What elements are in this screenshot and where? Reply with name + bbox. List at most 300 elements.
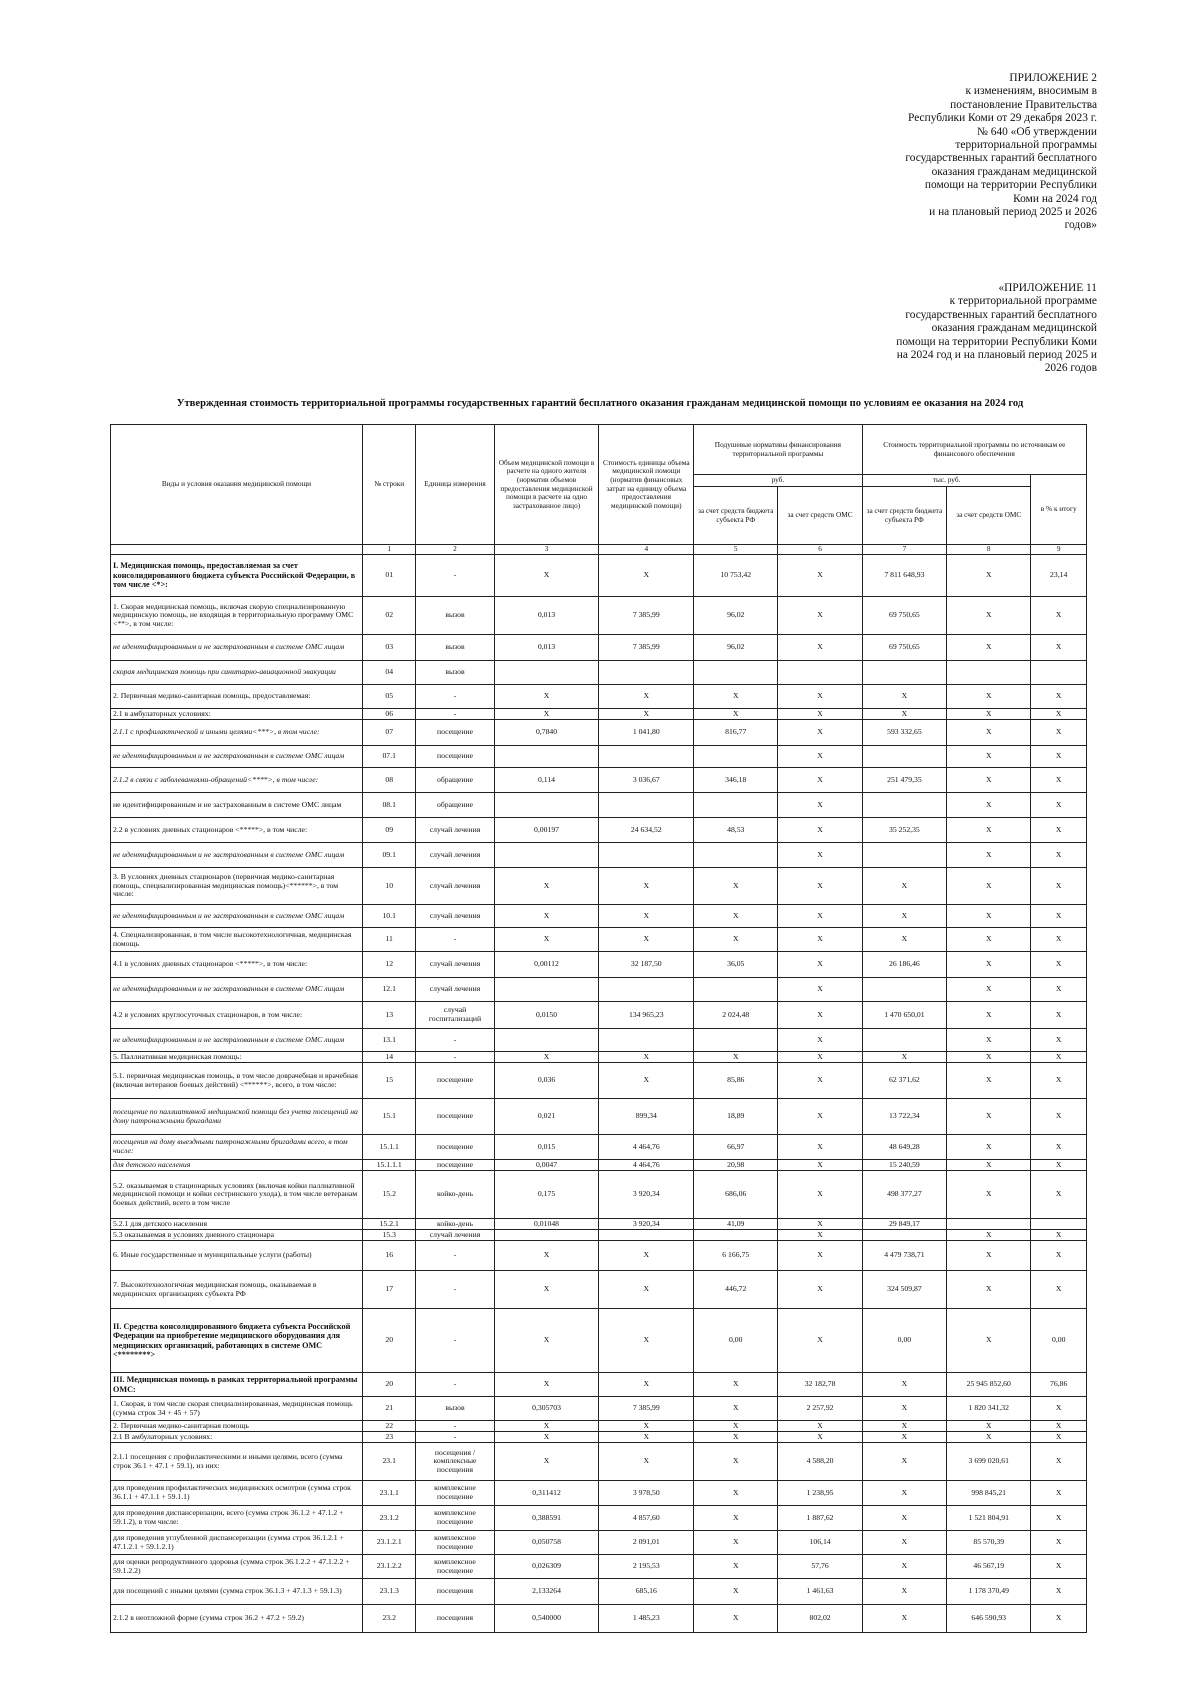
table-cell: X [947,1271,1031,1309]
table-cell [599,843,694,868]
table-cell: X [494,1309,599,1373]
col-header-budget-rub: за счет средств бюджета субъекта РФ [694,487,778,545]
table-row [111,661,1087,685]
table-cell: X [778,1052,862,1063]
table-cell: X [599,905,694,928]
table-row [111,905,1087,928]
row-name-cell: для проведения углубленной диспансеризации (сумма строк 36.1.2.1 + 47.1.2.1 + 59.1.2.1) [111,1531,363,1555]
table-cell [494,1230,599,1241]
table-row [111,1135,1087,1160]
column-number: 3 [494,545,599,555]
col-header-oms-rub: за счет средств ОМС [778,487,862,545]
table-cell: обращение [416,768,494,793]
table-row [111,978,1087,1002]
table-cell: X [947,597,1031,635]
table-cell: X [694,1432,778,1443]
table-cell: X [947,1309,1031,1373]
table-cell: X [778,868,862,905]
table-cell: X [494,555,599,597]
table-cell: 899,34 [599,1099,694,1135]
table-cell: X [1031,746,1087,768]
table-cell [862,1230,946,1241]
table-cell [778,661,862,685]
table-cell: 2 257,92 [778,1397,862,1421]
table-cell: X [1031,1099,1087,1135]
table-cell: 04 [362,661,415,685]
table-cell: X [862,905,946,928]
table-cell: X [778,555,862,597]
table-cell: 324 509,87 [862,1271,946,1309]
table-cell: 23.1.3 [362,1579,415,1605]
table-row [111,1271,1087,1309]
column-number: 5 [694,545,778,555]
table-cell: 0,01048 [494,1219,599,1230]
table-cell: X [947,709,1031,720]
row-name-cell: III. Медицинская помощь в рамках территориальной программы ОМС: [111,1373,363,1397]
table-cell [862,793,946,818]
table-cell: X [694,1605,778,1633]
table-cell: X [1031,1605,1087,1633]
header-line: помощи на территории Республики Коми [896,335,1097,348]
table-row [111,1605,1087,1633]
table-row [111,1052,1087,1063]
col-header-rub: руб. [694,475,863,487]
table-cell: X [778,1241,862,1271]
table-cell: 346,18 [694,768,778,793]
table-cell: 2 091,01 [599,1531,694,1555]
table-cell: - [416,1052,494,1063]
row-name-cell: 2.1.1 с профилактической и иными целями<***>, в том числе: [111,720,363,746]
table-cell: 96,02 [694,635,778,661]
row-name-cell: 3. В условиях дневных стационаров (первичная медико-санитарная помощь, специализированная медицинская помощь)<******>, в том числе: [111,868,363,905]
table-cell: 1 887,62 [778,1506,862,1531]
table-cell: 7 811 648,93 [862,555,946,597]
table-cell: 29 849,17 [862,1219,946,1230]
table-cell: 23,14 [1031,555,1087,597]
table-row [111,843,1087,868]
table-cell: 0,036 [494,1063,599,1099]
table-cell: 0,00197 [494,818,599,843]
table-row [111,1171,1087,1219]
table-cell: X [694,1555,778,1579]
table-cell: X [862,1373,946,1397]
table-cell: X [494,1241,599,1271]
table-cell: - [416,1421,494,1432]
row-name-cell: 2.1 в амбулаторных условиях: [111,709,363,720]
table-cell: 15 [362,1063,415,1099]
table-cell: 12.1 [362,978,415,1002]
table-cell: X [862,709,946,720]
row-name-cell: 7. Высокотехнологичная медицинская помощь, оказываемая в медицинских организациях субъекта РФ [111,1271,363,1309]
table-cell: X [494,1432,599,1443]
table-cell: 0,00112 [494,952,599,978]
table-cell: X [1031,685,1087,709]
table-cell: 12 [362,952,415,978]
table-cell: 25 945 852,60 [947,1373,1031,1397]
table-cell [494,843,599,868]
table-cell: койко-день [416,1171,494,1219]
row-name-cell: 5.2. оказываемая в стационарных условиях (включая койки паллиативной медицинской помощи и койки сестринского ухода), в том числе ветеранам боевых действий, всего в том числе [111,1171,363,1219]
table-cell: 134 965,23 [599,1002,694,1029]
table-cell: 4 464,76 [599,1135,694,1160]
table-cell: 3 036,67 [599,768,694,793]
header-line: Коми на 2024 год [1013,192,1097,205]
table-row [111,1506,1087,1531]
table-cell: 0,00 [694,1309,778,1373]
table-cell: 11 [362,928,415,952]
table-cell: 36,05 [694,952,778,978]
table-cell: 3 978,50 [599,1481,694,1506]
header-line: государственных гарантий бесплатного [905,152,1097,165]
table-cell: X [1031,1002,1087,1029]
table-row [111,1063,1087,1099]
table-cell: 08 [362,768,415,793]
table-cell: X [694,928,778,952]
table-cell: X [862,1052,946,1063]
table-cell: 686,06 [694,1171,778,1219]
table-cell: 3 920,34 [599,1219,694,1230]
table-cell: X [694,1397,778,1421]
row-name-cell: не идентифицированным и не застрахованным в системе ОМС лицам [111,843,363,868]
row-name-cell: 2.1.2 в неотложной форме (сумма строк 36.2 + 47.2 + 59.2) [111,1605,363,1633]
row-name-cell: 5. Паллиативная медицинская помощь: [111,1052,363,1063]
table-cell: X [694,1443,778,1481]
table-cell: 1 820 341,32 [947,1397,1031,1421]
table-cell: X [862,685,946,709]
table-cell: X [862,1397,946,1421]
row-name-cell: скорая медицинская помощь при санитарно-авиационной эвакуации [111,661,363,685]
table-cell: комплексное посещение [416,1481,494,1506]
row-name-cell: II. Средства консолидированного бюджета субъекта Российской Федерации на приобретение медицинского оборудования для медицинских организаций, работающих в системе ОМС <********> [111,1309,363,1373]
table-cell: X [778,928,862,952]
table-cell: 21 [362,1397,415,1421]
table-row [111,952,1087,978]
row-name-cell: для проведения профилактических медицинских осмотров (сумма строк 36.1.1 + 47.1.1 + 59.1.1) [111,1481,363,1506]
table-cell: - [416,555,494,597]
row-name-cell: 6. Иные государственные и муниципальные услуги (работы) [111,1241,363,1271]
table-cell: X [1031,1397,1087,1421]
table-cell: X [778,1135,862,1160]
table-cell: 2,133264 [494,1579,599,1605]
table-cell: X [778,1160,862,1171]
table-cell: X [1031,1506,1087,1531]
row-name-cell: 2.1.2 в связи с заболеваниями-обращений<****>, в том числе: [111,768,363,793]
table-cell: 69 750,65 [862,597,946,635]
row-name-cell: посещения на дому выездными патронажными бригадами всего, в том числе: [111,1135,363,1160]
column-number-blank [111,545,363,555]
table-cell: X [947,818,1031,843]
table-cell: 6 166,75 [694,1241,778,1271]
table-cell [947,661,1031,685]
table-cell: комплексное посещение [416,1506,494,1531]
table-cell: 20,98 [694,1160,778,1171]
table-cell: 07 [362,720,415,746]
col-header-row-no: № строки [362,425,415,545]
table-cell: 06 [362,709,415,720]
table-cell: X [1031,1443,1087,1481]
table-cell: X [947,905,1031,928]
table-cell: посещения [416,1605,494,1633]
table-cell: вызов [416,597,494,635]
table-cell: X [694,1531,778,1555]
table-cell: 816,77 [694,720,778,746]
table-cell: 3 920,34 [599,1171,694,1219]
table-cell: X [778,635,862,661]
table-cell: X [1031,978,1087,1002]
table-cell: посещение [416,1063,494,1099]
table-cell: 35 252,35 [862,818,946,843]
header-line: на 2024 год и на плановый период 2025 и [896,349,1097,362]
table-cell: 62 371,62 [862,1063,946,1099]
header-line: государственных гарантий бесплатного [905,308,1097,321]
table-cell [599,1230,694,1241]
table-cell: - [416,1271,494,1309]
header-line: постановление Правительства [950,98,1097,111]
header-line: № 640 «Об утверждении [977,125,1097,138]
table-cell: 46 567,19 [947,1555,1031,1579]
program-cost-table [110,424,1087,1633]
table-cell: X [778,1171,862,1219]
table-cell: X [947,1052,1031,1063]
table-cell: X [494,928,599,952]
row-name-cell: не идентифицированным и не застрахованным в системе ОМС лицам [111,635,363,661]
table-cell: X [1031,1052,1087,1063]
table-cell: X [599,1309,694,1373]
row-name-cell: 2.1 В амбулаторных условиях: [111,1432,363,1443]
column-number: 9 [1031,545,1087,555]
col-header-program-cost: Стоимость территориальной программы по источникам ее финансового обеспечения [862,425,1086,475]
table-cell: X [778,720,862,746]
col-header-budget-thous: за счет средств бюджета субъекта РФ [862,487,946,545]
table-cell: X [599,1432,694,1443]
table-cell: X [1031,905,1087,928]
table-cell [862,843,946,868]
row-name-cell: для детского населения [111,1160,363,1171]
row-name-cell: 4. Специализированная, в том числе высокотехнологичная, медицинская помощь [111,928,363,952]
table-cell: X [947,1421,1031,1432]
table-cell: X [947,555,1031,597]
table-cell: X [778,685,862,709]
table-cell: X [599,709,694,720]
table-row [111,768,1087,793]
table-cell: 0,050758 [494,1531,599,1555]
table-cell: 03 [362,635,415,661]
table-cell: - [416,1309,494,1373]
table-cell: вызов [416,661,494,685]
table-cell [494,978,599,1002]
table-cell: X [599,1063,694,1099]
table-cell: случай лечения [416,905,494,928]
column-number: 7 [862,545,946,555]
table-cell: X [1031,597,1087,635]
table-cell [494,746,599,768]
table-cell: 09.1 [362,843,415,868]
table-cell [494,1029,599,1052]
table-row [111,1241,1087,1271]
table-row [111,1219,1087,1230]
table-cell: X [1031,843,1087,868]
table-cell: 01 [362,555,415,597]
table-cell: X [599,685,694,709]
table-cell: X [1031,1063,1087,1099]
table-cell: случай лечения [416,978,494,1002]
table-cell: - [416,1373,494,1397]
table-cell: X [694,868,778,905]
table-cell: 0,540000 [494,1605,599,1633]
table-row [111,1432,1087,1443]
table-cell [1031,661,1087,685]
table-cell: X [862,1555,946,1579]
table-cell [694,1029,778,1052]
table-cell: X [947,843,1031,868]
table-cell: 07.1 [362,746,415,768]
table-cell: X [599,1373,694,1397]
table-cell: 0,7840 [494,720,599,746]
table-cell: X [494,1373,599,1397]
table-cell: 57,76 [778,1555,862,1579]
table-cell: X [1031,768,1087,793]
col-header-oms-thous: за счет средств ОМС [947,487,1031,545]
row-name-cell: 4.1 в условиях дневных стационаров <*****>, в том числе: [111,952,363,978]
table-cell: посещение [416,1135,494,1160]
row-name-cell: 1. Скорая медицинская помощь, включая скорую специализированную медицинскую помощь, не входящая в территориальную программу ОМС <**>, в том числе: [111,597,363,635]
table-cell: 593 332,65 [862,720,946,746]
table-cell: 4 464,76 [599,1160,694,1171]
table-cell: X [1031,1531,1087,1555]
table-cell: X [694,1579,778,1605]
appendix-2-header [905,72,1097,233]
table-cell: X [778,1309,862,1373]
table-cell: 0,388591 [494,1506,599,1531]
table-cell: случай лечения [416,843,494,868]
table-cell: 7 385,99 [599,1397,694,1421]
table-row [111,555,1087,597]
table-cell: случай лечения [416,868,494,905]
table-cell: 0,00 [862,1309,946,1373]
header-line: к изменениям, вносимым в [965,85,1097,98]
document-title: Утвержденная стоимость территориальной программы государственных гарантий бесплатного оказания гражданам медицинской помощи по условиям ее оказания на 2024 год [176,398,1024,409]
table-cell: X [1031,709,1087,720]
table-cell: 646 590,93 [947,1605,1031,1633]
table-cell [694,793,778,818]
table-cell: случай лечения [416,952,494,978]
table-cell: случай лечения [416,818,494,843]
table-cell: 1 041,80 [599,720,694,746]
table-cell: X [778,1063,862,1099]
table-cell: X [599,928,694,952]
table-cell: X [778,1029,862,1052]
table-cell: вызов [416,1397,494,1421]
table-cell [694,1230,778,1241]
table-cell: X [694,1506,778,1531]
table-cell [494,661,599,685]
table-cell: 23.1 [362,1443,415,1481]
header-line: «ПРИЛОЖЕНИЕ 11 [998,282,1097,294]
table-cell: X [1031,1135,1087,1160]
table-cell: 251 479,35 [862,768,946,793]
appendix-11-header [896,282,1097,376]
column-number: 6 [778,545,862,555]
table-cell: 09 [362,818,415,843]
table-cell: комплексное посещение [416,1555,494,1579]
table-cell: койко-день [416,1219,494,1230]
row-name-cell: 2.1.1 посещения с профилактическими и иными целями, всего (сумма строк 36.1 + 47.1 + 59.1), из них: [111,1443,363,1481]
table-row [111,1531,1087,1555]
table-cell: посещение [416,720,494,746]
row-name-cell: не идентифицированным и не застрахованным в системе ОМС лицам [111,905,363,928]
table-cell: 13 722,34 [862,1099,946,1135]
table-cell: X [778,905,862,928]
table-cell: - [416,1241,494,1271]
table-row [111,1309,1087,1373]
table-row [111,1579,1087,1605]
table-cell: 0,026309 [494,1555,599,1579]
table-cell: X [1031,1241,1087,1271]
row-name-cell: 5.3 оказываемая в условиях дневного стационара [111,1230,363,1241]
table-cell: 48 649,28 [862,1135,946,1160]
table-row [111,1421,1087,1432]
table-cell: 15.3 [362,1230,415,1241]
column-number: 4 [599,545,694,555]
table-cell: 48,53 [694,818,778,843]
table-row [111,1099,1087,1135]
table-cell: 16 [362,1241,415,1271]
table-cell: 1 238,95 [778,1481,862,1506]
table-cell: 0,175 [494,1171,599,1219]
table-cell: 32 182,78 [778,1373,862,1397]
table-cell: X [494,709,599,720]
table-cell: 15.1.1.1 [362,1160,415,1171]
table-cell: X [494,1271,599,1309]
table-cell: X [1031,1029,1087,1052]
table-cell: 69 750,65 [862,635,946,661]
table-cell: 23.1.2.2 [362,1555,415,1579]
table-cell: X [778,1271,862,1309]
table-cell: - [416,928,494,952]
table-cell: 17 [362,1271,415,1309]
table-row [111,818,1087,843]
table-cell: 446,72 [694,1271,778,1309]
table-cell: 96,02 [694,597,778,635]
row-name-cell: 5.2.1 для детского населения [111,1219,363,1230]
row-name-cell: не идентифицированным и не застрахованным в системе ОМС лицам [111,746,363,768]
table-cell: комплексное посещение [416,1531,494,1555]
table-cell: 2 195,53 [599,1555,694,1579]
table-cell: 498 377,27 [862,1171,946,1219]
table-cell: 0,311412 [494,1481,599,1506]
table-cell: X [494,868,599,905]
col-header-thous-rub: тыс. руб. [862,475,1031,487]
table-cell: X [778,1230,862,1241]
row-name-cell: для посещений с иными целями (сумма строк 36.1.3 + 47.1.3 + 59.1.3) [111,1579,363,1605]
table-cell: X [947,1160,1031,1171]
row-name-cell: 2.2 в условиях дневных стационаров <*****>, в том числе: [111,818,363,843]
table-cell: 4 588,20 [778,1443,862,1481]
table-cell: X [947,1002,1031,1029]
table-cell: 15.1 [362,1099,415,1135]
table-cell: X [947,746,1031,768]
table-cell: X [778,843,862,868]
table-cell: X [947,1241,1031,1271]
table-cell: X [778,768,862,793]
table-cell: 10 753,42 [694,555,778,597]
table-cell: 4 479 738,71 [862,1241,946,1271]
table-cell: X [1031,1271,1087,1309]
table-cell: посещение [416,1099,494,1135]
table-cell: X [1031,793,1087,818]
table-cell: X [494,905,599,928]
table-cell: 1 178 370,49 [947,1579,1031,1605]
